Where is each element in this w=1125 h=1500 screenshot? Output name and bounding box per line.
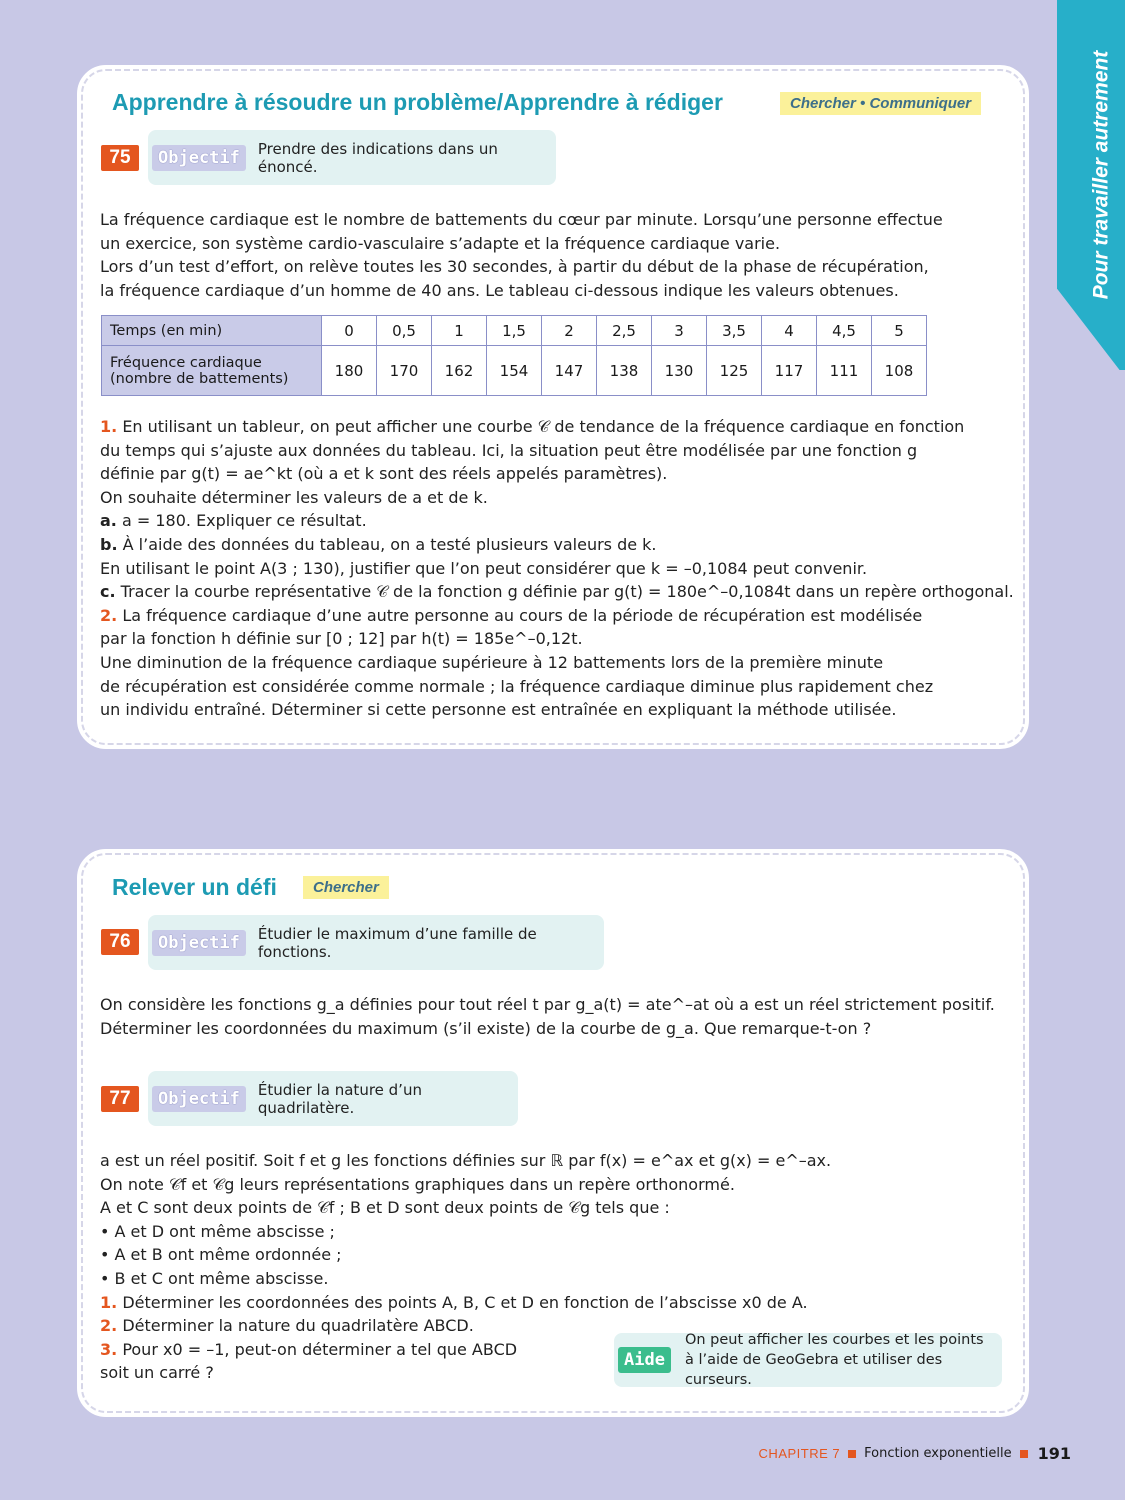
objective-box-77 xyxy=(148,1071,518,1126)
table-cell: 125 xyxy=(707,346,762,396)
aide-text xyxy=(685,1330,1002,1390)
table-cell: 3,5 xyxy=(707,316,762,346)
table-cell: 170 xyxy=(377,346,432,396)
table-cell: 138 xyxy=(597,346,652,396)
question-text: a = 180. Expliquer ce résultat. xyxy=(121,511,367,531)
table-cell: 3 xyxy=(652,316,707,346)
intro-line: La fréquence cardiaque est le nombre de battements du cœur par minute. Lorsqu’une personne effectue xyxy=(100,210,943,229)
table-header-frequency xyxy=(102,346,322,396)
bullet-square-icon xyxy=(1020,1450,1028,1458)
text-line: a est un réel positif. Soit f et g les fonctions définies sur ℝ par f(x) = e^ax et g(x) = e^–ax. xyxy=(100,1151,832,1170)
table-cell: 0,5 xyxy=(377,316,432,346)
table-header-time: Temps (en min) xyxy=(102,316,322,346)
objective-label: Objectif xyxy=(152,930,246,956)
intro-line: Lors d’un test d’effort, on relève toutes les 30 secondes, à partir du début de la phase de récupération, xyxy=(100,257,929,277)
question-number: 3. xyxy=(100,1339,118,1359)
table-cell: 117 xyxy=(762,346,817,396)
exercise-number-77: 77 xyxy=(101,1086,139,1112)
question-line: En utilisant le point A(3 ; 130), justifier que l’on peut considérer que k = –0,1084 peut convenir. xyxy=(100,558,868,578)
question-line: Une diminution de la fréquence cardiaque supérieure à 12 battements lors de la première minute xyxy=(100,652,884,672)
question-1 xyxy=(100,1291,831,1315)
section-title-1: Apprendre à résoudre un problème/Apprendre à rédiger xyxy=(112,89,723,115)
question-line: du temps qui s’ajuste aux données du tableau. Ici, la situation peut être modélisée par une fonction g xyxy=(100,440,918,460)
table-cell: 1 xyxy=(432,316,487,346)
header-line: (nombre de battements) xyxy=(110,370,289,387)
question-line: soit un carré ? xyxy=(100,1363,214,1383)
text-line: A et C sont deux points de 𝒞f ; B et D sont deux points de 𝒞g tels que : xyxy=(100,1198,670,1218)
question-line: On souhaite déterminer les valeurs de a et de k. xyxy=(100,487,488,507)
table-cell: 108 xyxy=(872,346,927,396)
question-line: de récupération est considérée comme normale ; la fréquence cardiaque diminue plus rapidement chez xyxy=(100,676,934,696)
question-number: 1. xyxy=(100,417,118,436)
bullet-item: • A et D ont même abscisse ; xyxy=(100,1221,335,1241)
table-cell: 2 xyxy=(542,316,597,346)
question-text: Pour x0 = –1, peut-on déterminer a tel que ABCD xyxy=(122,1339,518,1359)
aide-label: Aide xyxy=(618,1347,671,1373)
question-number: 1. xyxy=(100,1292,118,1312)
exercise-76-text xyxy=(100,993,995,1040)
question-number: 2. xyxy=(100,605,118,625)
bullet-item: • A et B ont même ordonnée ; xyxy=(100,1245,342,1265)
objective-text: Prendre des indications dans un énoncé. xyxy=(257,139,498,176)
text-line: Déterminer les coordonnées du maximum (s’il existe) de la courbe de g_a. Que remarque-t-on ? xyxy=(100,1018,872,1038)
objective-text: Étudier le maximum d’une famille de fonctions. xyxy=(257,924,537,961)
section-tag-2: Chercher xyxy=(303,876,389,899)
question-text: La fréquence cardiaque d’une autre personne au cours de la période de récupération est modélisée xyxy=(122,605,923,625)
table-cell: 154 xyxy=(487,346,542,396)
question-text: Tracer la courbe représentative 𝒞 de la fonction g définie par g(t) = 180e^–0,1084t dans un repère orthogonal. xyxy=(120,582,1014,602)
objective-text: Étudier la nature d’un quadrilatère. xyxy=(257,1080,422,1117)
exercise-number-76: 76 xyxy=(101,929,139,955)
chapter-label: CHAPITRE 7 xyxy=(758,1446,841,1461)
question-line: par la fonction h définie sur [0 ; 12] par h(t) = 185e^–0,12t. xyxy=(100,629,583,649)
aide-line: à l’aide de GeoGebra et utiliser des curseurs. xyxy=(684,1352,943,1388)
chapter-title: Fonction exponentielle xyxy=(864,1446,1012,1461)
section-title-2: Relever un défi xyxy=(112,874,277,900)
question-a xyxy=(100,509,1014,533)
exercise-number-75: 75 xyxy=(101,145,139,171)
question-text: Déterminer les coordonnées des points A, B, C et D en fonction de l’abscisse x0 de A. xyxy=(122,1292,808,1312)
table-cell: 147 xyxy=(542,346,597,396)
intro-line: la fréquence cardiaque d’un homme de 40 ans. Le tableau ci-dessous indique les valeurs obtenues. xyxy=(100,280,899,300)
table-cell: 2,5 xyxy=(597,316,652,346)
objective-label: Objectif xyxy=(152,1086,246,1112)
aide-box xyxy=(614,1333,1002,1387)
text-line: On considère les fonctions g_a définies pour tout réel t par g_a(t) = ate^–at où a est un réel strictement positif. xyxy=(100,995,995,1014)
table-cell: 0 xyxy=(322,316,377,346)
objective-box-75 xyxy=(148,130,556,185)
question-text: En utilisant un tableur, on peut afficher une courbe 𝒞 de tendance de la fréquence cardiaque en fonction xyxy=(122,417,965,436)
page-number: 191 xyxy=(1037,1444,1071,1463)
text-line: On note 𝒞f et 𝒞g leurs représentations graphiques dans un repère orthonormé. xyxy=(100,1174,735,1194)
question-c xyxy=(100,580,1014,604)
exercise-75-intro xyxy=(100,208,943,302)
table-cell: 4 xyxy=(762,316,817,346)
intro-line: un exercice, son système cardio-vasculaire s’adapte et la fréquence cardiaque varie. xyxy=(100,233,781,253)
table-cell: 111 xyxy=(817,346,872,396)
table-cell: 5 xyxy=(872,316,927,346)
question-1 xyxy=(100,415,1014,439)
question-letter: a. xyxy=(100,511,117,531)
table-cell: 130 xyxy=(652,346,707,396)
section-tag-1: Chercher • Communiquer xyxy=(780,92,981,115)
bullet-item: • B et C ont même abscisse. xyxy=(100,1268,329,1288)
table-cell: 162 xyxy=(432,346,487,396)
question-line: un individu entraîné. Déterminer si cette personne est entraînée en expliquant la méthode utilisée. xyxy=(100,700,897,720)
heart-rate-table xyxy=(101,315,927,396)
question-line: définie par g(t) = ae^kt (où a et k sont des réels appelés paramètres). xyxy=(100,464,668,484)
question-2 xyxy=(100,604,1014,628)
page-footer xyxy=(759,1444,1071,1463)
table-row xyxy=(102,346,927,396)
objective-box-76 xyxy=(148,915,604,970)
table-cell: 1,5 xyxy=(487,316,542,346)
header-line: Fréquence cardiaque xyxy=(110,354,262,371)
bullet-square-icon xyxy=(848,1450,856,1458)
objective-label: Objectif xyxy=(152,145,246,171)
question-number: 2. xyxy=(100,1316,118,1336)
question-letter: c. xyxy=(100,582,116,602)
aide-line: On peut afficher les courbes et les points xyxy=(684,1332,984,1348)
exercise-75-questions xyxy=(100,415,1014,722)
question-b xyxy=(100,533,1014,557)
table-cell: 4,5 xyxy=(817,316,872,346)
question-text: À l’aide des données du tableau, on a testé plusieurs valeurs de k. xyxy=(122,534,657,554)
side-tab-label-wrap xyxy=(1081,40,1121,310)
question-letter: b. xyxy=(100,534,118,554)
table-cell: 180 xyxy=(322,346,377,396)
question-text: Déterminer la nature du quadrilatère ABCD. xyxy=(122,1316,474,1336)
table-row xyxy=(102,316,927,346)
side-tab-label: Pour travailler autrement xyxy=(1089,50,1112,300)
